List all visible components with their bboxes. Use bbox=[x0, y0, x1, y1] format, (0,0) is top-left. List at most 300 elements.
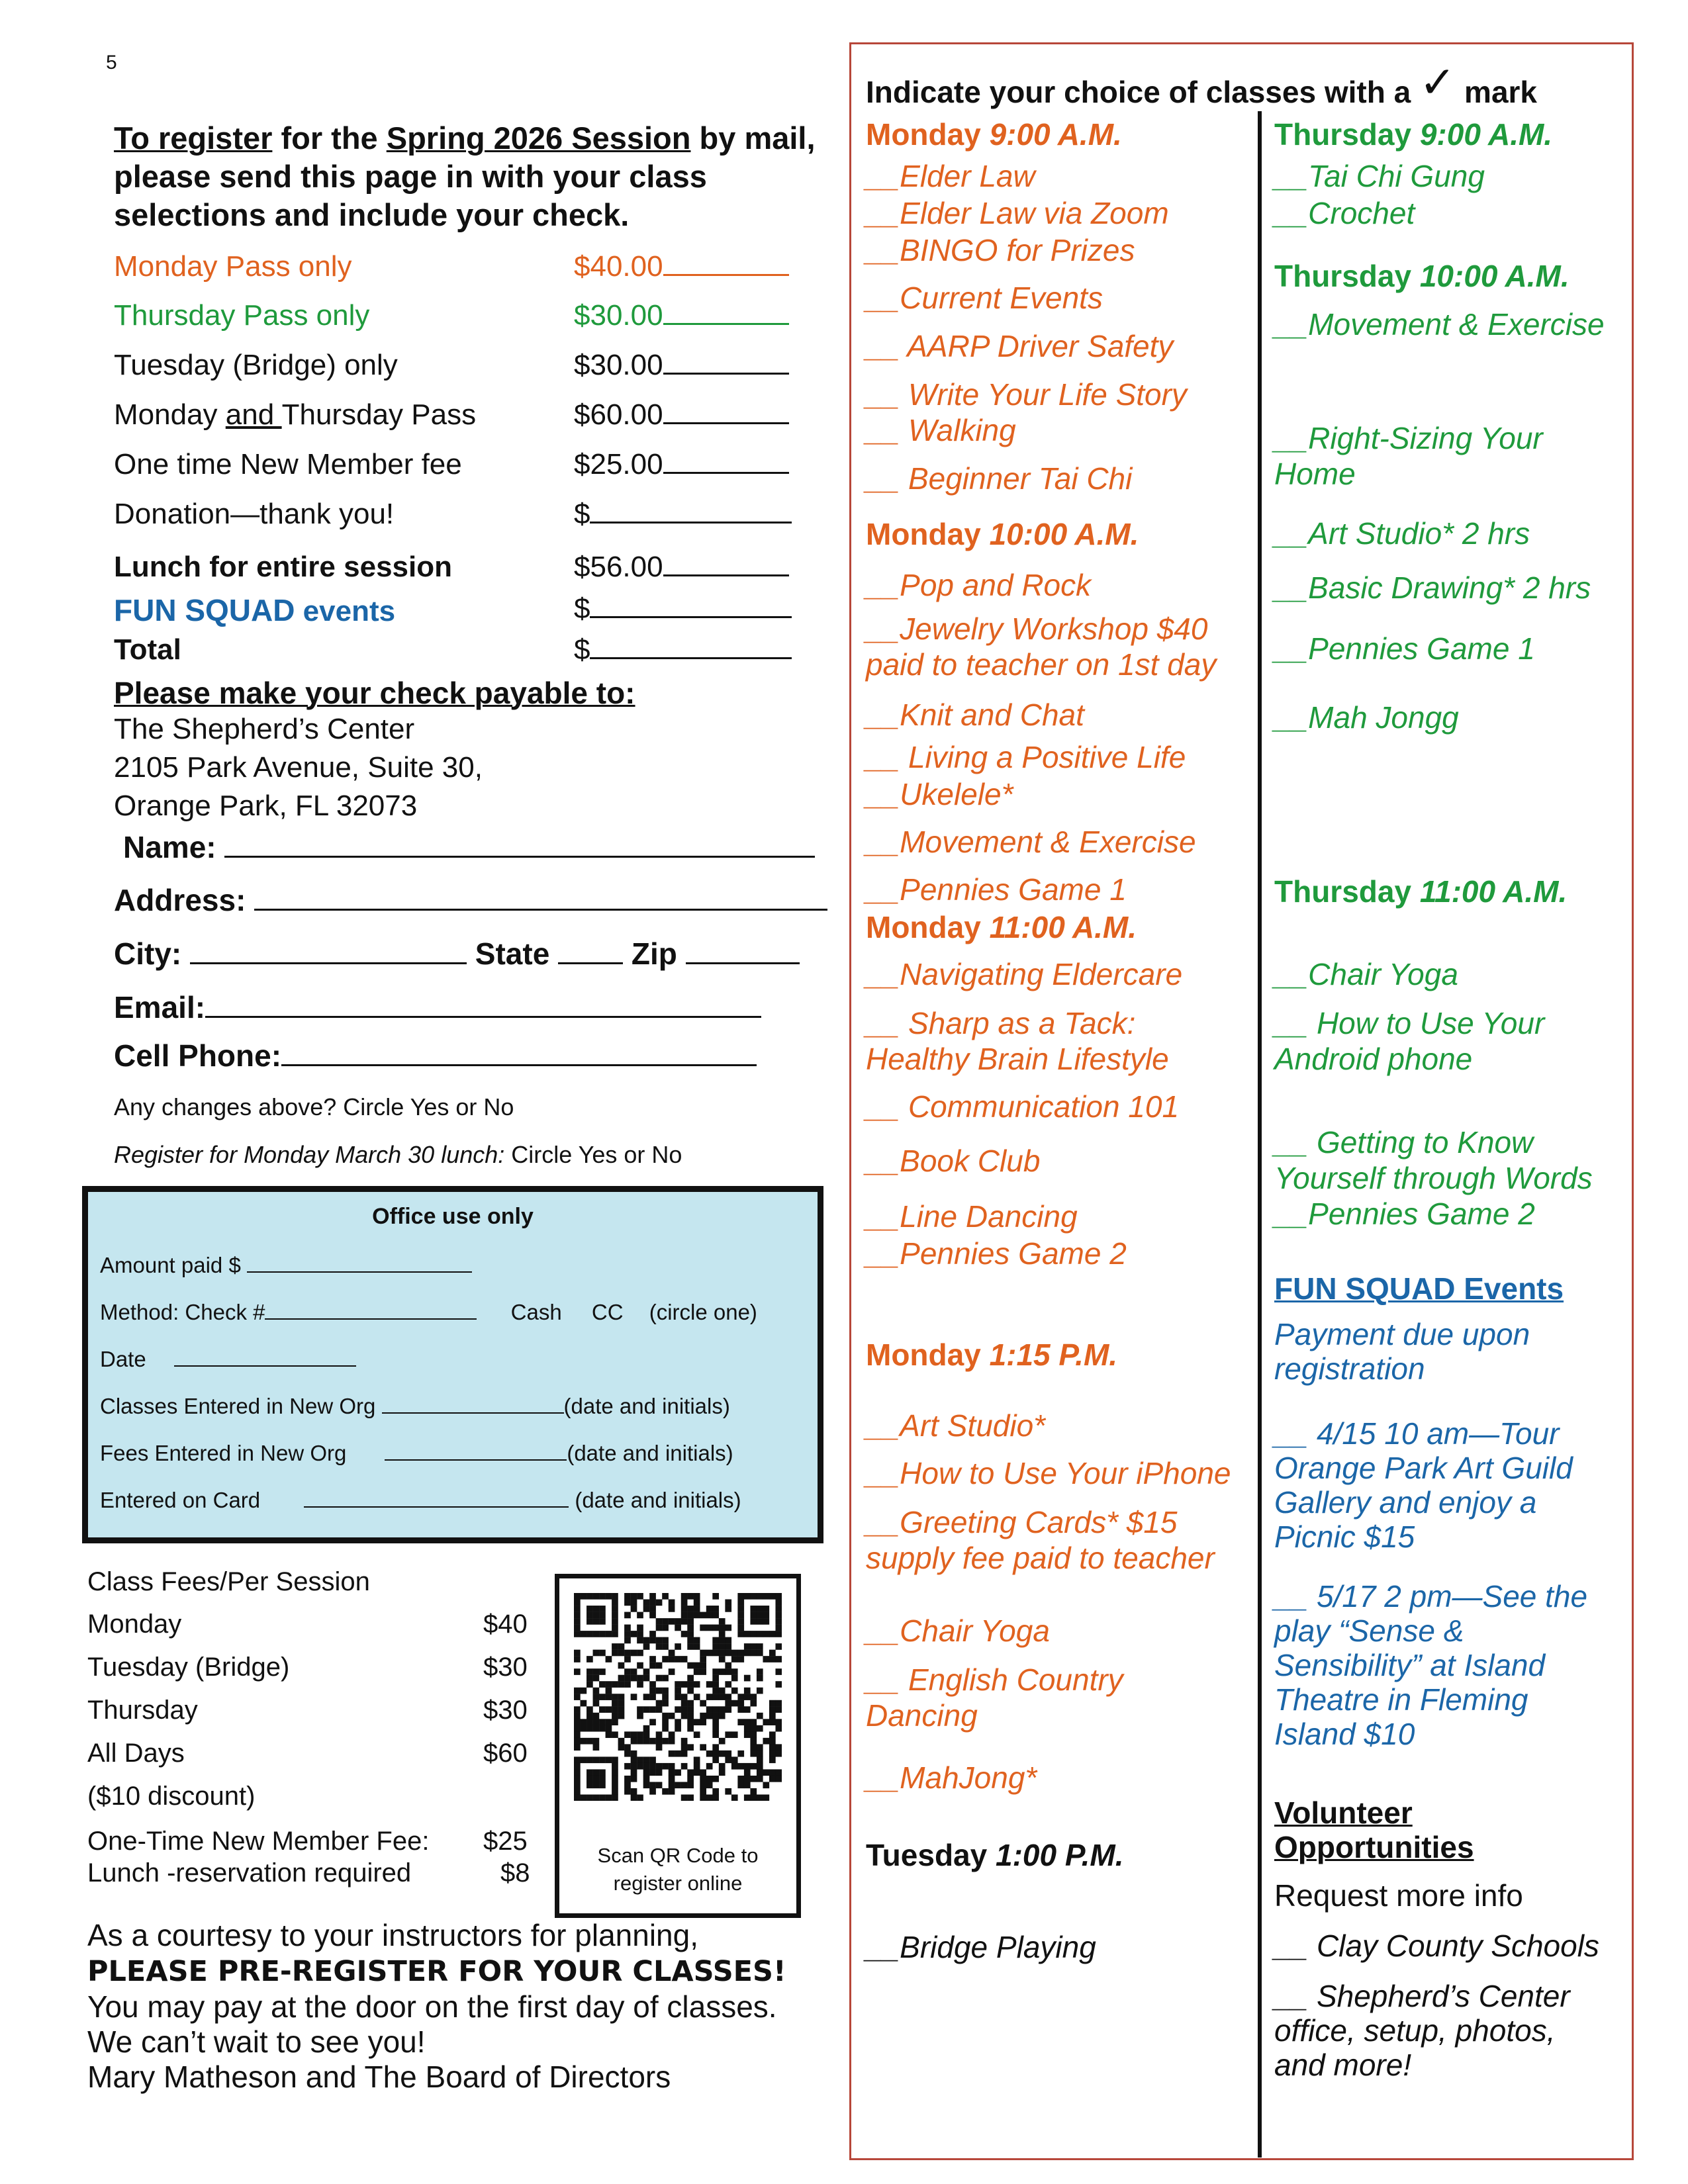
qr-module bbox=[687, 1612, 694, 1619]
fun-text: Payment due upon bbox=[1274, 1317, 1530, 1351]
class-fee-label: All Days bbox=[87, 1739, 185, 1768]
qr-module bbox=[631, 1694, 637, 1700]
qr-module bbox=[757, 1612, 763, 1619]
cell-phone-label: Cell Phone: bbox=[114, 1038, 282, 1073]
class-item[interactable]: __BINGO for Prizes bbox=[866, 233, 1135, 267]
qr-module bbox=[725, 1700, 731, 1707]
heading-monday-115 bbox=[866, 1337, 1117, 1373]
qr-module bbox=[731, 1756, 738, 1763]
office-date-label: Date bbox=[100, 1347, 146, 1371]
qr-module bbox=[712, 1744, 719, 1751]
qr-module bbox=[700, 1625, 706, 1631]
qr-module bbox=[612, 1782, 618, 1788]
qr-module bbox=[681, 1782, 688, 1788]
payable-heading bbox=[114, 675, 635, 711]
qr-module bbox=[681, 1706, 688, 1713]
qr-module bbox=[712, 1788, 719, 1795]
fee-blank[interactable] bbox=[590, 499, 792, 523]
qr-module bbox=[624, 1731, 631, 1738]
qr-module bbox=[637, 1731, 643, 1738]
class-item[interactable]: __Chair Yoga bbox=[866, 1614, 1050, 1648]
qr-module bbox=[669, 1618, 675, 1625]
qr-module bbox=[624, 1637, 631, 1644]
qr-module bbox=[618, 1706, 625, 1713]
qr-module bbox=[656, 1744, 663, 1751]
class-item[interactable]: __Tai Chi Gung bbox=[1274, 159, 1485, 193]
courtesy-line-4: Mary Matheson and The Board of Directors bbox=[87, 2060, 671, 2094]
qr-module bbox=[593, 1675, 600, 1682]
qr-module bbox=[763, 1769, 769, 1776]
qr-code-box[interactable] bbox=[555, 1574, 801, 1918]
volunteer-item[interactable]: __ Clay County Schools bbox=[1274, 1929, 1599, 1963]
qr-module bbox=[750, 1731, 757, 1738]
qr-module bbox=[757, 1650, 763, 1657]
fee-blank[interactable] bbox=[590, 635, 792, 659]
qr-module bbox=[649, 1606, 656, 1612]
qr-module bbox=[631, 1788, 637, 1795]
qr-module bbox=[681, 1681, 688, 1688]
class-item[interactable]: __ English Country bbox=[866, 1662, 1123, 1697]
qr-module bbox=[719, 1751, 726, 1757]
qr-module bbox=[712, 1751, 719, 1757]
class-item[interactable]: __Pennies Game 2 bbox=[866, 1236, 1127, 1271]
qr-module bbox=[612, 1794, 618, 1801]
qr-module bbox=[593, 1606, 600, 1612]
qr-module bbox=[662, 1593, 669, 1600]
fee-label: Donation—thank you! bbox=[114, 498, 395, 530]
qr-module bbox=[637, 1650, 643, 1657]
name-field bbox=[123, 829, 815, 865]
qr-module bbox=[637, 1637, 643, 1644]
class-item[interactable]: __ Getting to Know bbox=[1274, 1125, 1534, 1160]
qr-module bbox=[757, 1756, 763, 1763]
qr-module bbox=[681, 1612, 688, 1619]
class-item[interactable]: __Movement & Exercise bbox=[866, 825, 1196, 859]
qr-module bbox=[586, 1631, 593, 1637]
qr-module bbox=[700, 1662, 706, 1669]
qr-module bbox=[775, 1769, 782, 1776]
qr-module bbox=[750, 1725, 757, 1732]
fun-text: play “Sense & bbox=[1274, 1614, 1464, 1648]
qr-module bbox=[757, 1794, 763, 1801]
qr-module bbox=[574, 1782, 581, 1788]
qr-module bbox=[700, 1794, 706, 1801]
office-circle-one: (circle one) bbox=[649, 1300, 757, 1324]
fun-event-item[interactable]: __ 4/15 10 am—Tour bbox=[1274, 1416, 1560, 1451]
qr-module bbox=[687, 1706, 694, 1713]
lunch-note-italic: Register for Monday March 30 lunch: bbox=[114, 1141, 505, 1168]
email-input[interactable] bbox=[205, 992, 761, 1018]
city-input[interactable] bbox=[190, 938, 467, 964]
fun-text: Island $10 bbox=[1274, 1717, 1415, 1751]
qr-module bbox=[649, 1681, 656, 1688]
office-title: Office use only bbox=[372, 1204, 534, 1229]
fee-amount: $56.00 bbox=[574, 551, 663, 583]
qr-module bbox=[712, 1776, 719, 1782]
class-item[interactable]: __Navigating Eldercare bbox=[866, 957, 1183, 991]
qr-module bbox=[649, 1706, 656, 1713]
heading-time: 9:00 A.M. bbox=[1419, 117, 1553, 152]
city-label: City: bbox=[114, 936, 182, 971]
qr-module bbox=[643, 1763, 650, 1770]
qr-module bbox=[681, 1631, 688, 1637]
qr-module bbox=[606, 1725, 612, 1732]
lunch-note bbox=[114, 1141, 682, 1169]
qr-module bbox=[656, 1731, 663, 1738]
qr-module bbox=[737, 1706, 744, 1713]
class-item[interactable]: __Elder Law bbox=[866, 159, 1035, 193]
fee-amount: $ bbox=[574, 498, 590, 530]
qr-module bbox=[706, 1625, 713, 1631]
qr-module bbox=[581, 1794, 587, 1801]
qr-module bbox=[737, 1600, 744, 1606]
qr-module bbox=[593, 1618, 600, 1625]
qr-module bbox=[775, 1656, 782, 1662]
qr-module bbox=[687, 1744, 694, 1751]
qr-module bbox=[631, 1769, 637, 1776]
qr-module bbox=[694, 1612, 700, 1619]
column-divider bbox=[1258, 111, 1262, 2158]
class-item[interactable]: __Bridge Playing bbox=[866, 1930, 1096, 1964]
qr-module bbox=[637, 1675, 643, 1682]
office-date-initials: (date and initials) bbox=[567, 1441, 733, 1465]
fun-event-item[interactable]: __ 5/17 2 pm—See the bbox=[1274, 1579, 1588, 1614]
class-item[interactable]: __How to Use Your iPhone bbox=[866, 1456, 1231, 1490]
qr-module bbox=[700, 1650, 706, 1657]
qr-module bbox=[775, 1744, 782, 1751]
qr-module bbox=[769, 1751, 776, 1757]
qr-module bbox=[719, 1763, 726, 1770]
fee-blank[interactable] bbox=[663, 350, 789, 375]
heading-time: 1:00 P.M. bbox=[996, 1838, 1124, 1872]
qr-module bbox=[712, 1794, 719, 1801]
fee-label: Tuesday (Bridge) only bbox=[114, 349, 398, 381]
qr-module bbox=[750, 1763, 757, 1770]
class-item[interactable]: __ Living a Positive Life bbox=[866, 740, 1186, 774]
class-item[interactable]: __Right-Sizing Your bbox=[1274, 421, 1543, 455]
qr-module bbox=[763, 1782, 769, 1788]
class-item[interactable]: __MahJong* bbox=[866, 1760, 1037, 1795]
fee-blank[interactable] bbox=[663, 552, 789, 576]
qr-module bbox=[731, 1656, 738, 1662]
fee-amount: $30.00 bbox=[574, 349, 663, 381]
qr-module bbox=[649, 1612, 656, 1619]
qr-module bbox=[775, 1668, 782, 1675]
qr-module bbox=[612, 1719, 618, 1725]
heading-day: Thursday bbox=[1274, 117, 1420, 152]
qr-module bbox=[637, 1662, 643, 1669]
qr-module bbox=[606, 1719, 612, 1725]
class-item[interactable]: __Book Club bbox=[866, 1144, 1041, 1178]
qr-module bbox=[750, 1694, 757, 1700]
qr-module bbox=[763, 1719, 769, 1725]
qr-module bbox=[574, 1756, 581, 1763]
class-item[interactable]: __ AARP Driver Safety bbox=[866, 329, 1174, 363]
qr-module bbox=[637, 1612, 643, 1619]
qr-module bbox=[612, 1756, 618, 1763]
qr-module bbox=[694, 1643, 700, 1650]
qr-module bbox=[687, 1794, 694, 1801]
qr-module bbox=[581, 1593, 587, 1600]
qr-module bbox=[586, 1769, 593, 1776]
qr-module bbox=[725, 1681, 731, 1688]
qr-module bbox=[737, 1719, 744, 1725]
qr-module bbox=[712, 1612, 719, 1619]
office-fees-blank[interactable] bbox=[385, 1441, 567, 1461]
qr-module bbox=[737, 1700, 744, 1707]
qr-module bbox=[624, 1675, 631, 1682]
qr-module bbox=[731, 1763, 738, 1770]
office-amount-paid-blank[interactable] bbox=[247, 1253, 472, 1273]
class-item[interactable]: __Mah Jongg bbox=[1274, 700, 1459, 735]
qr-module bbox=[631, 1668, 637, 1675]
courtesy-bold: PLEASE PRE-REGISTER FOR YOUR CLASSES! bbox=[87, 1955, 786, 1988]
qr-module bbox=[574, 1650, 581, 1657]
qr-module bbox=[593, 1612, 600, 1619]
class-item[interactable]: __Pennies Game 1 bbox=[1274, 631, 1535, 666]
qr-module bbox=[712, 1719, 719, 1725]
qr-module bbox=[757, 1725, 763, 1732]
qr-module bbox=[775, 1776, 782, 1782]
qr-module bbox=[656, 1675, 663, 1682]
office-method-label: Method: Check # bbox=[100, 1300, 265, 1324]
class-item[interactable]: __Elder Law via Zoom bbox=[866, 196, 1169, 230]
qr-module bbox=[725, 1731, 731, 1738]
qr-module bbox=[649, 1769, 656, 1776]
qr-module bbox=[675, 1643, 681, 1650]
class-item[interactable]: __ Walking bbox=[866, 413, 1016, 447]
qr-module bbox=[593, 1776, 600, 1782]
qr-module bbox=[757, 1776, 763, 1782]
qr-module bbox=[574, 1618, 581, 1625]
fee-label bbox=[114, 592, 395, 628]
qr-module bbox=[574, 1725, 581, 1732]
qr-module bbox=[712, 1694, 719, 1700]
qr-module bbox=[669, 1788, 675, 1795]
state-input[interactable] bbox=[558, 938, 623, 964]
qr-module bbox=[631, 1751, 637, 1757]
office-check-blank[interactable] bbox=[265, 1300, 477, 1320]
qr-module bbox=[700, 1700, 706, 1707]
office-card-blank[interactable] bbox=[304, 1488, 569, 1508]
qr-module bbox=[586, 1776, 593, 1782]
qr-module bbox=[624, 1776, 631, 1782]
office-classes-blank[interactable] bbox=[382, 1394, 564, 1414]
qr-module bbox=[656, 1688, 663, 1694]
qr-module bbox=[612, 1731, 618, 1738]
qr-module bbox=[750, 1738, 757, 1745]
qr-module bbox=[612, 1694, 618, 1700]
qr-module bbox=[649, 1782, 656, 1788]
qr-module bbox=[769, 1656, 776, 1662]
fee-blank[interactable] bbox=[663, 400, 789, 424]
qr-module bbox=[694, 1606, 700, 1612]
qr-code-icon[interactable] bbox=[574, 1593, 782, 1801]
zip-input[interactable] bbox=[686, 938, 800, 964]
name-input[interactable] bbox=[224, 832, 815, 858]
state-label: State bbox=[475, 936, 550, 971]
qr-module bbox=[757, 1769, 763, 1776]
class-fees-heading: Class Fees/Per Session bbox=[87, 1567, 370, 1596]
qr-module bbox=[675, 1656, 681, 1662]
class-item[interactable]: __Movement & Exercise bbox=[1274, 307, 1605, 341]
class-item[interactable]: __Pop and Rock bbox=[866, 568, 1092, 602]
qr-module bbox=[631, 1631, 637, 1637]
qr-module bbox=[574, 1788, 581, 1795]
qr-module bbox=[681, 1738, 688, 1745]
qr-module bbox=[656, 1763, 663, 1770]
class-item[interactable]: __ Communication 101 bbox=[866, 1089, 1180, 1124]
qr-module bbox=[681, 1694, 688, 1700]
qr-module bbox=[725, 1662, 731, 1669]
class-item[interactable]: __Art Studio* bbox=[866, 1408, 1046, 1443]
qr-module bbox=[574, 1688, 581, 1694]
qr-module bbox=[700, 1668, 706, 1675]
class-item[interactable]: __Ukelele* bbox=[866, 777, 1013, 811]
heading-time: 11:00 A.M. bbox=[989, 910, 1137, 944]
qr-module bbox=[643, 1776, 650, 1782]
qr-module bbox=[675, 1769, 681, 1776]
class-item[interactable]: __Jewelry Workshop $40 bbox=[866, 612, 1208, 646]
fun-text: Gallery and enjoy a bbox=[1274, 1485, 1537, 1520]
fee-blank[interactable] bbox=[663, 251, 789, 276]
qr-module bbox=[712, 1650, 719, 1657]
fun-text: Theatre in Fleming bbox=[1274, 1682, 1528, 1717]
qr-module bbox=[706, 1713, 713, 1719]
qr-module bbox=[574, 1794, 581, 1801]
qr-module bbox=[586, 1612, 593, 1619]
qr-module bbox=[612, 1618, 618, 1625]
class-item-continued: Android phone bbox=[1274, 1042, 1473, 1076]
qr-module bbox=[599, 1650, 606, 1657]
qr-module bbox=[631, 1606, 637, 1612]
class-item[interactable]: __ Sharp as a Tack: bbox=[866, 1006, 1136, 1040]
class-item[interactable]: __Line Dancing bbox=[866, 1199, 1078, 1234]
fee-blank[interactable] bbox=[590, 594, 792, 618]
qr-module bbox=[643, 1706, 650, 1713]
qr-module bbox=[731, 1700, 738, 1707]
qr-module bbox=[649, 1593, 656, 1600]
fee-blank[interactable] bbox=[663, 300, 789, 325]
cell-phone-input[interactable] bbox=[281, 1040, 757, 1066]
class-item[interactable]: __Knit and Chat bbox=[866, 698, 1084, 732]
class-item[interactable]: __ Write Your Life Story bbox=[866, 377, 1187, 412]
office-date-blank[interactable] bbox=[174, 1347, 356, 1367]
qr-module bbox=[643, 1643, 650, 1650]
fee-label-c: Thursday Pass bbox=[281, 398, 477, 431]
qr-module bbox=[775, 1625, 782, 1631]
qr-module bbox=[744, 1725, 751, 1732]
qr-module bbox=[599, 1618, 606, 1625]
qr-module bbox=[712, 1675, 719, 1682]
qr-module bbox=[725, 1625, 731, 1631]
qr-module bbox=[574, 1694, 581, 1700]
qr-module bbox=[737, 1751, 744, 1757]
qr-module bbox=[737, 1618, 744, 1625]
email-label: Email: bbox=[114, 990, 206, 1024]
qr-module bbox=[593, 1725, 600, 1732]
class-item[interactable]: __Greeting Cards* $15 bbox=[866, 1505, 1178, 1539]
qr-module bbox=[599, 1681, 606, 1688]
qr-module bbox=[725, 1756, 731, 1763]
volunteer-item[interactable]: __ Shepherd’s Center bbox=[1274, 1979, 1570, 2013]
qr-module bbox=[593, 1650, 600, 1657]
heading-thursday-9 bbox=[1274, 116, 1552, 152]
qr-module bbox=[712, 1756, 719, 1763]
qr-module bbox=[719, 1631, 726, 1637]
fun-squad-events-label: events bbox=[295, 595, 396, 627]
qr-module bbox=[612, 1593, 618, 1600]
qr-module bbox=[586, 1756, 593, 1763]
qr-module bbox=[574, 1600, 581, 1606]
class-item[interactable]: __Chair Yoga bbox=[1274, 957, 1458, 991]
qr-module bbox=[599, 1706, 606, 1713]
office-use-box bbox=[82, 1186, 823, 1543]
qr-module bbox=[719, 1668, 726, 1675]
class-item[interactable]: __ Beginner Tai Chi bbox=[866, 461, 1133, 496]
volunteer-heading-text-2: Opportunities bbox=[1274, 1830, 1474, 1864]
qr-module bbox=[687, 1625, 694, 1631]
volunteer-heading-text-1: Volunteer bbox=[1274, 1796, 1413, 1830]
qr-module bbox=[586, 1675, 593, 1682]
fee-blank[interactable] bbox=[663, 449, 789, 474]
heading-day: Monday bbox=[866, 910, 990, 944]
class-item[interactable]: __Art Studio* 2 hrs bbox=[1274, 516, 1530, 551]
class-item[interactable]: __Current Events bbox=[866, 281, 1103, 315]
qr-module bbox=[649, 1763, 656, 1770]
qr-module bbox=[669, 1656, 675, 1662]
qr-module bbox=[612, 1625, 618, 1631]
qr-module bbox=[662, 1713, 669, 1719]
qr-module bbox=[637, 1631, 643, 1637]
qr-module bbox=[581, 1700, 587, 1707]
qr-module bbox=[662, 1656, 669, 1662]
class-item[interactable]: __Pennies Game 1 bbox=[866, 872, 1127, 907]
class-item[interactable]: __Crochet bbox=[1274, 196, 1415, 230]
qr-module bbox=[769, 1719, 776, 1725]
qr-module bbox=[593, 1756, 600, 1763]
qr-module bbox=[599, 1719, 606, 1725]
qr-module bbox=[599, 1694, 606, 1700]
qr-module bbox=[675, 1618, 681, 1625]
office-method bbox=[100, 1300, 757, 1325]
class-item[interactable]: __ How to Use Your bbox=[1274, 1006, 1545, 1040]
qr-module bbox=[649, 1600, 656, 1606]
qr-module bbox=[675, 1751, 681, 1757]
qr-module bbox=[775, 1643, 782, 1650]
volunteer-heading-1 bbox=[1274, 1795, 1413, 1831]
fun-text: Picnic $15 bbox=[1274, 1520, 1415, 1554]
qr-module bbox=[737, 1776, 744, 1782]
qr-module bbox=[687, 1700, 694, 1707]
class-fee-amount: $60 bbox=[483, 1739, 528, 1768]
qr-module bbox=[618, 1643, 625, 1650]
class-item[interactable]: __Pennies Game 2 bbox=[1274, 1197, 1535, 1231]
qr-module bbox=[662, 1618, 669, 1625]
qr-module bbox=[750, 1719, 757, 1725]
class-item[interactable]: __Basic Drawing* 2 hrs bbox=[1274, 570, 1591, 605]
qr-module bbox=[757, 1618, 763, 1625]
payable-line-2: 2105 Park Avenue, Suite 30, bbox=[114, 751, 483, 784]
class-fee-label: Tuesday (Bridge) bbox=[87, 1653, 290, 1682]
class-fee-amount: $30 bbox=[483, 1653, 528, 1682]
qr-module bbox=[775, 1618, 782, 1625]
qr-module bbox=[775, 1751, 782, 1757]
address-input[interactable] bbox=[254, 885, 827, 911]
qr-module bbox=[586, 1593, 593, 1600]
qr-module bbox=[731, 1794, 738, 1801]
qr-module bbox=[624, 1650, 631, 1657]
